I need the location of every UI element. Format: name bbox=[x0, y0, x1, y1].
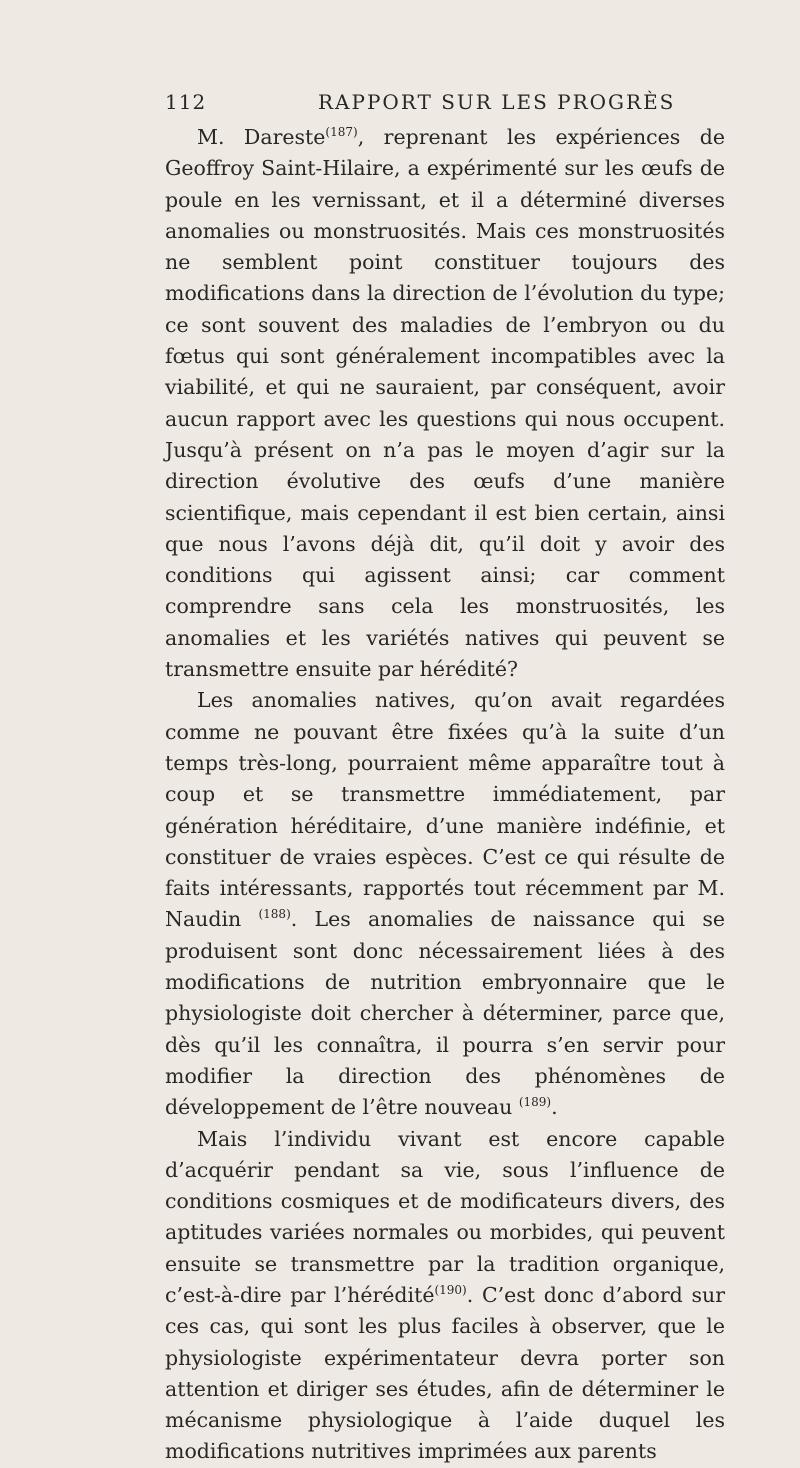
paragraph-3 bbox=[165, 1124, 725, 1468]
paragraph-text: . C’est donc d’abord sur ces cas, qui sont les plus faciles à observer, que le physiologiste expérimentateur devra porter son attention et diriger ses études, afin de déterminer le mécanisme physiologique à l’aide duquel les modifications nutritives imprimées aux parents bbox=[165, 1282, 725, 1464]
page-header bbox=[165, 90, 725, 120]
paragraph-text: . Les anomalies de naissance qui se produisent sont donc nécessairement liées à des modifications de nutrition embryonnaire que le physiologiste doit chercher à déterminer, parce que, dès qu’il les connaîtra, il pourra s’en servir pour modifier la direction des phénomènes de développement de l’être nouveau bbox=[165, 907, 725, 1120]
paragraph-text: . bbox=[551, 1095, 558, 1120]
footnote-ref: (187) bbox=[325, 125, 358, 139]
body-text bbox=[165, 122, 725, 1468]
footnote-ref: (189) bbox=[518, 1095, 552, 1110]
paragraph-text: Les anomalies natives, qu’on avait regardées comme ne pouvant être fixées qu’à la suite d’un temps très-long, pourraient même apparaître tout à coup et se transmettre immédiatement, par génération héréditaire, d’une manière indéfinie, et constituer de vraies espèces. C’est ce qui résulte de faits intéressants, rapportés tout récemment par M. Naudin bbox=[165, 688, 725, 932]
paragraph-1 bbox=[165, 122, 725, 685]
paragraph-text: , reprenant les expériences de Geoffroy Saint-Hilaire, a expérimenté sur les œufs de poule en les vernissant, et il a déterminé diverses anomalies ou monstruosités. Mais ces monstruosités ne semblent point constituer toujours des modifications dans la direction de l’évolution du type; ce sont souvent des maladies de l’embryon ou du fœtus qui sont généralement incompatibles avec la viabilité, et qui ne sauraient, par conséquent, avoir aucun rapport avec les questions qui nous occupent. Jusqu’à présent on n’a pas le moyen d’agir sur la direction évolutive des œufs d’une manière scientifique, mais cependant il est bien certain, ainsi que nous l’avons déjà dit, qu’il doit y avoir des conditions qui agissent ainsi; car comment comprendre sans cela les monstruosités, les anomalies et les variétés natives qui peuvent se transmettre ensuite par hérédité? bbox=[165, 125, 725, 682]
footnote-ref: (190) bbox=[434, 1282, 467, 1297]
page-number: 112 bbox=[165, 90, 207, 114]
footnote-ref: (188) bbox=[258, 907, 291, 922]
paragraph-text: M. Dareste bbox=[197, 125, 326, 149]
paragraph-2 bbox=[165, 685, 725, 1123]
paragraph-text: Mais l’individu vivant est encore capable d’acquérir pendant sa vie, sous l’influence de conditions cosmiques et de modificateurs divers, des aptitudes variées normales ou morbides, qui peuvent ensuite se transmettre par la tradition organique, c’est-à-dire par l’hérédité bbox=[165, 1126, 725, 1307]
running-title: RAPPORT SUR LES PROGRÈS bbox=[318, 90, 676, 114]
